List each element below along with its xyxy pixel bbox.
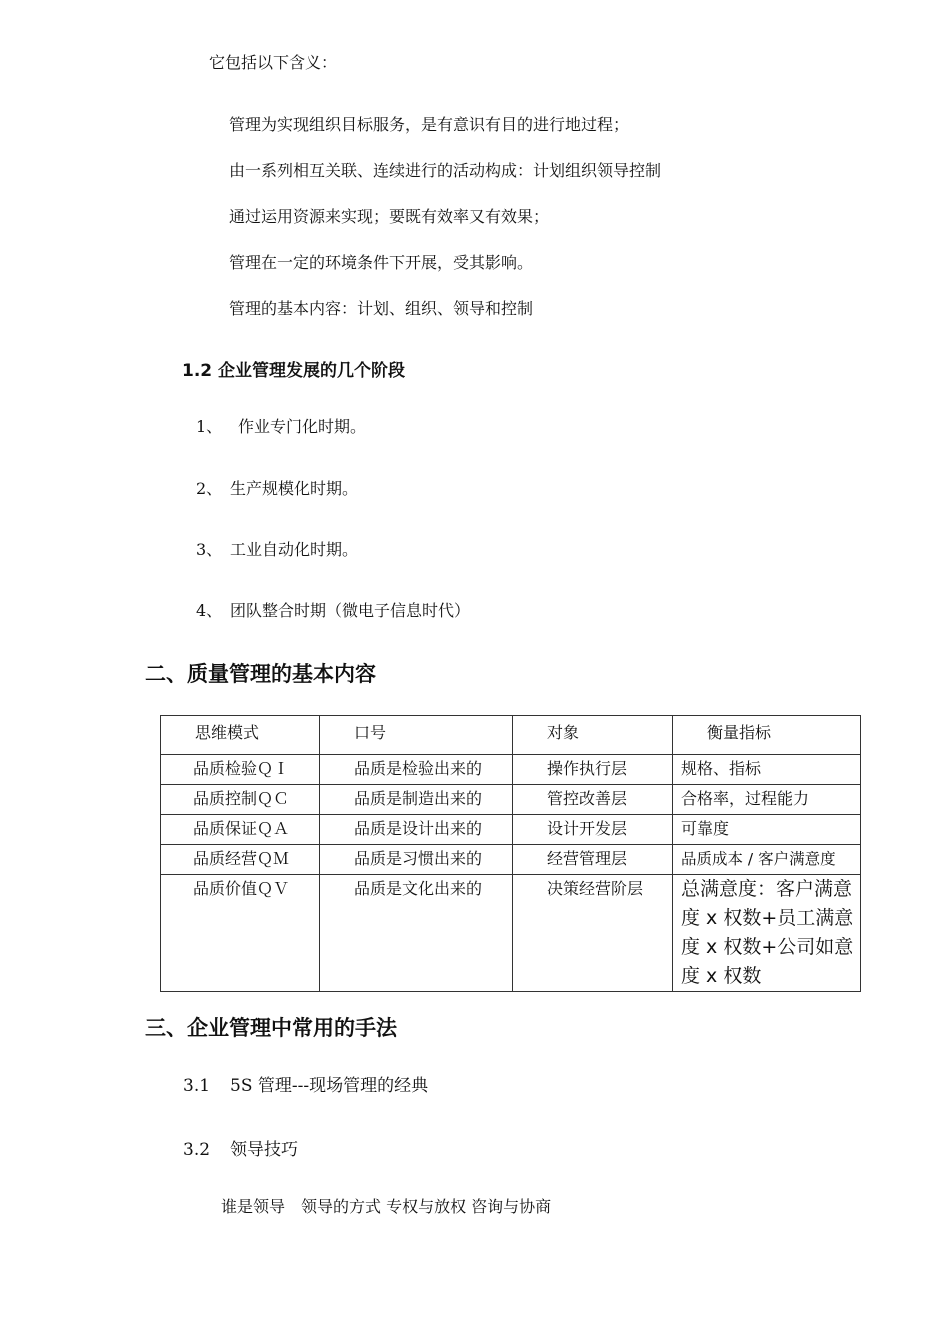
table-row: [161, 755, 861, 785]
stage-text: 团队整合时期（微电子信息时代）: [230, 601, 471, 620]
table-cell: 品质保证ＱＡ: [161, 815, 320, 845]
intro-text: 它包括以下含义：: [209, 53, 338, 72]
section-2-title: 二、质量管理的基本内容: [145, 662, 376, 686]
table-cell: 规格、指标: [673, 755, 861, 785]
table-cell: 操作执行层: [513, 755, 673, 785]
method-text: 领导技巧: [230, 1140, 298, 1160]
meaning-item: 管理为实现组织目标服务，是有意识有目的进行地过程；: [229, 115, 630, 134]
meaning-item: 通过运用资源来实现；要既有效率又有效果；: [229, 207, 550, 226]
table-row: [161, 845, 861, 875]
method-number: 3.2: [183, 1140, 211, 1160]
table-cell: 品质是检验出来的: [320, 755, 513, 785]
stage-text: 工业自动化时期。: [230, 540, 359, 559]
table-header-cell: 思维模式: [161, 716, 320, 755]
table-cell: 品质价值ＱＶ: [161, 875, 320, 992]
table-header-row: [161, 716, 861, 755]
table-cell: 品质检验ＱＩ: [161, 755, 320, 785]
table-header-cell: 衡量指标: [673, 716, 861, 755]
stage-number: 2、: [196, 479, 223, 498]
table-cell: 总满意度：客户满意度 x 权数+员工满意度 x 权数+公司如意度 x 权数: [673, 875, 861, 992]
table-cell: 决策经营阶层: [513, 875, 673, 992]
table-cell: 品质是设计出来的: [320, 815, 513, 845]
method-number: 3.1: [183, 1076, 211, 1096]
method-text: 5S 管理---现场管理的经典: [230, 1076, 429, 1096]
table-cell: 品质是文化出来的: [320, 875, 513, 992]
quality-table: [160, 715, 861, 992]
table-header-cell: 口号: [320, 716, 513, 755]
stage-number: 4、: [196, 601, 223, 620]
stage-text: 作业专门化时期。: [238, 417, 367, 436]
table-header-cell: 对象: [513, 716, 673, 755]
table-row: [161, 815, 861, 845]
table-row: [161, 785, 861, 815]
leadership-topics: 谁是领导 领导的方式 专权与放权 咨询与协商: [221, 1197, 552, 1216]
table-cell: 设计开发层: [513, 815, 673, 845]
table-cell: 品质成本 / 客户满意度: [673, 845, 861, 875]
table-cell: 品质经营ＱＭ: [161, 845, 320, 875]
meaning-item: 管理的基本内容：计划、组织、领导和控制: [229, 299, 534, 318]
table-cell: 品质控制ＱＣ: [161, 785, 320, 815]
table-cell: 品质是习惯出来的: [320, 845, 513, 875]
meaning-item: 管理在一定的环境条件下开展，受其影响。: [229, 253, 534, 272]
table-cell: 品质是制造出来的: [320, 785, 513, 815]
section-3-title: 三、企业管理中常用的手法: [145, 1016, 397, 1040]
table-cell: 经营管理层: [513, 845, 673, 875]
table-cell: 可靠度: [673, 815, 861, 845]
meaning-item: 由一系列相互关联、连续进行的活动构成：计划组织领导控制: [229, 161, 662, 180]
stage-number: 1、: [196, 417, 223, 436]
stage-number: 3、: [196, 540, 223, 559]
table-row: [161, 875, 861, 992]
stage-text: 生产规模化时期。: [230, 479, 359, 498]
section-1-2-title: 1.2 企业管理发展的几个阶段: [182, 361, 406, 381]
table-cell: 管控改善层: [513, 785, 673, 815]
table-cell: 合格率，过程能力: [673, 785, 861, 815]
